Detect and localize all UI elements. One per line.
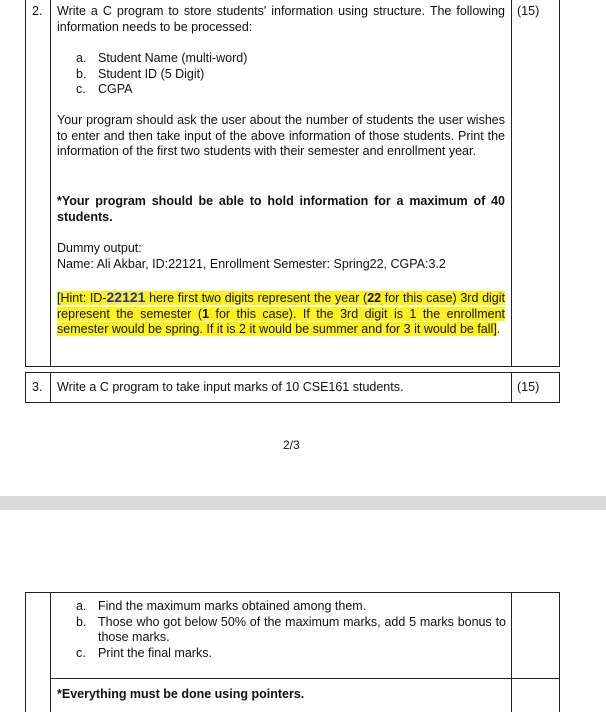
list-item: a. Student Name (multi-word) [76, 51, 248, 65]
dummy-output-line: Name: Ali Akbar, ID:22121, Enrollment Semester: Spring22, CGPA:3.2 [57, 257, 446, 271]
question-3-text: Write a C program to take input marks of 10 CSE161 students. [57, 380, 404, 394]
question-3-task-list [76, 599, 506, 661]
hint-student-id: 22121 [106, 289, 146, 305]
question-2-table [25, 0, 560, 367]
question-2-intro: Write a C program to store students' information using structure. The following information needs to be processed: [57, 4, 505, 34]
list-item: b. Student ID (5 Digit) [76, 66, 205, 81]
list-item: c. Print the final marks. [76, 645, 212, 660]
question-2-paragraph: Your program should ask the user about the number of students the user wishes to enter and then take input of the above information of those students. Print the information of the first two students with their semester and enrollment year. [57, 113, 505, 158]
question-2-info-list [76, 51, 496, 98]
question-2-marks: (15) [517, 4, 540, 18]
question-2-number: 2. [32, 4, 43, 18]
question-3-marks: (15) [517, 380, 540, 394]
question-3-continued-table [25, 592, 560, 712]
question-3-note: *Everything must be done using pointers. [57, 687, 305, 701]
question-2-note: *Your program should be able to hold information for a maximum of 40 students. [57, 194, 505, 224]
list-item: c. CGPA [76, 82, 133, 96]
question-3-table [25, 372, 560, 403]
page-number: 2/3 [283, 438, 300, 452]
list-item: a. Find the maximum marks obtained among them. [76, 599, 367, 613]
hint-text: [Hint: ID-22121 here first two digits represent the year (22 for this case) 3rd digit represent the semester (1 for this case). If the 3rd digit is 1 the enrollment semester would be spring. If it is 2 it would be summer and for 3 it would be fall]. [57, 289, 506, 336]
list-item: b. Those who got below 50% of the maximum marks, add 5 marks bonus to those marks. [76, 614, 506, 644]
dummy-output-label: Dummy output: [57, 241, 142, 255]
page-separator [0, 496, 606, 510]
question-3-number: 3. [32, 380, 43, 394]
page-3 [0, 510, 606, 700]
